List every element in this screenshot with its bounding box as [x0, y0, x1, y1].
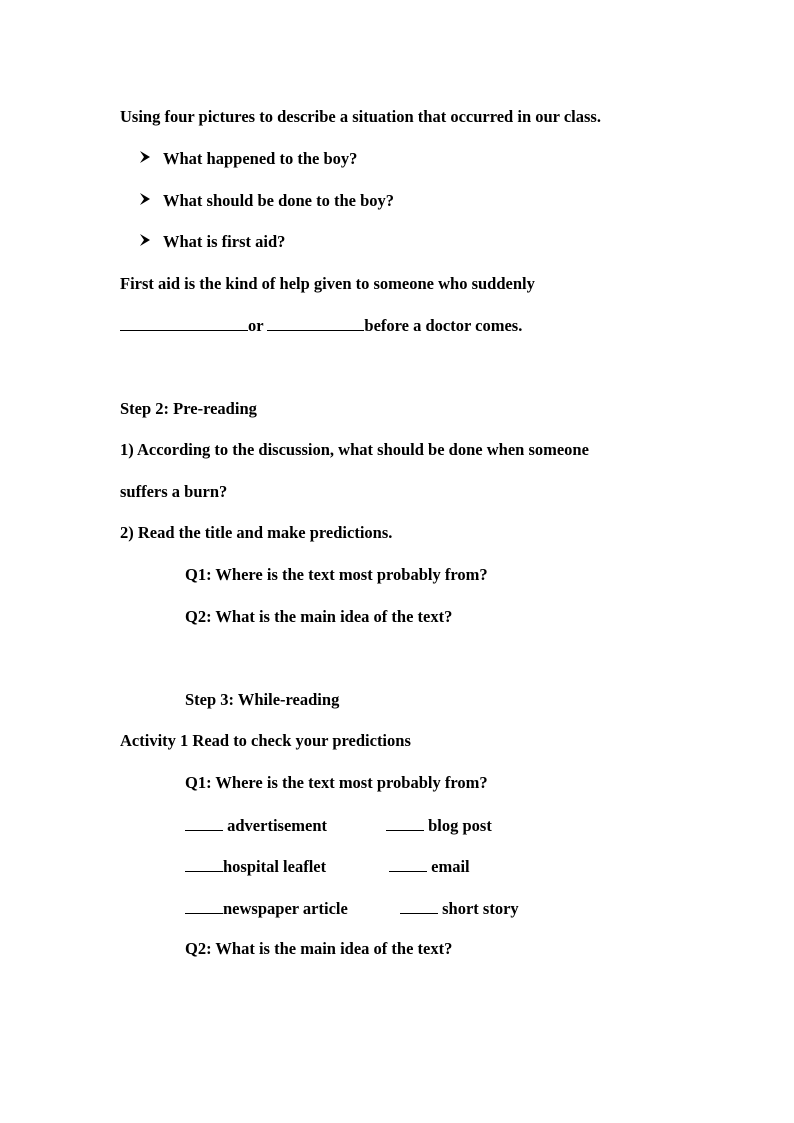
option-blank[interactable]	[185, 856, 223, 872]
step3-q1: Q1: Where is the text most probably from?	[185, 773, 488, 792]
step3-q2: Q2: What is the main idea of the text?	[185, 939, 453, 958]
option-blank[interactable]	[400, 898, 438, 914]
option-blank[interactable]	[389, 856, 427, 872]
option-row	[185, 856, 470, 877]
step2-heading: Step 2: Pre-reading	[120, 399, 257, 418]
intro-text: Using four pictures to describe a situation that occurred in our class.	[120, 107, 601, 126]
step2-item1-line1: 1) According to the discussion, what should be done when someone	[120, 440, 589, 459]
option-newspaper-article: newspaper article	[223, 899, 348, 918]
arrow-bullet-icon	[138, 149, 163, 169]
definition-line-1: First aid is the kind of help given to someone who suddenly	[120, 274, 535, 293]
option-hospital-leaflet: hospital leaflet	[223, 857, 327, 876]
option-cell	[389, 856, 470, 877]
bullet-item	[138, 232, 285, 252]
answer-blank[interactable]	[120, 315, 248, 331]
bullet-text: What is first aid?	[163, 232, 286, 251]
option-row	[185, 815, 492, 836]
step2-item1-line2: suffers a burn?	[120, 482, 228, 501]
bullet-text: What happened to the boy?	[163, 149, 358, 168]
step2-q1: Q1: Where is the text most probably from?	[185, 565, 488, 584]
definition-or: or	[248, 316, 264, 335]
definition-end: before a doctor comes.	[364, 316, 523, 335]
option-short-story: short story	[442, 899, 519, 918]
step2-q2: Q2: What is the main idea of the text?	[185, 607, 453, 626]
definition-line-2	[120, 315, 522, 336]
answer-blank[interactable]	[267, 315, 364, 331]
arrow-bullet-icon	[138, 191, 163, 211]
option-blog-post: blog post	[428, 816, 492, 835]
activity1-heading: Activity 1 Read to check your predictions	[120, 731, 411, 750]
bullet-item	[138, 149, 357, 169]
bullet-item	[138, 191, 394, 211]
option-cell	[386, 815, 492, 836]
step3-heading: Step 3: While-reading	[185, 690, 340, 709]
arrow-bullet-icon	[138, 232, 163, 252]
bullet-text: What should be done to the boy?	[163, 191, 395, 210]
option-row	[185, 898, 519, 919]
option-blank[interactable]	[386, 815, 424, 831]
option-cell	[400, 898, 519, 919]
option-advertisement: advertisement	[227, 816, 328, 835]
step2-item2: 2) Read the title and make predictions.	[120, 523, 393, 542]
option-blank[interactable]	[185, 815, 223, 831]
option-email: email	[431, 857, 470, 876]
option-blank[interactable]	[185, 898, 223, 914]
